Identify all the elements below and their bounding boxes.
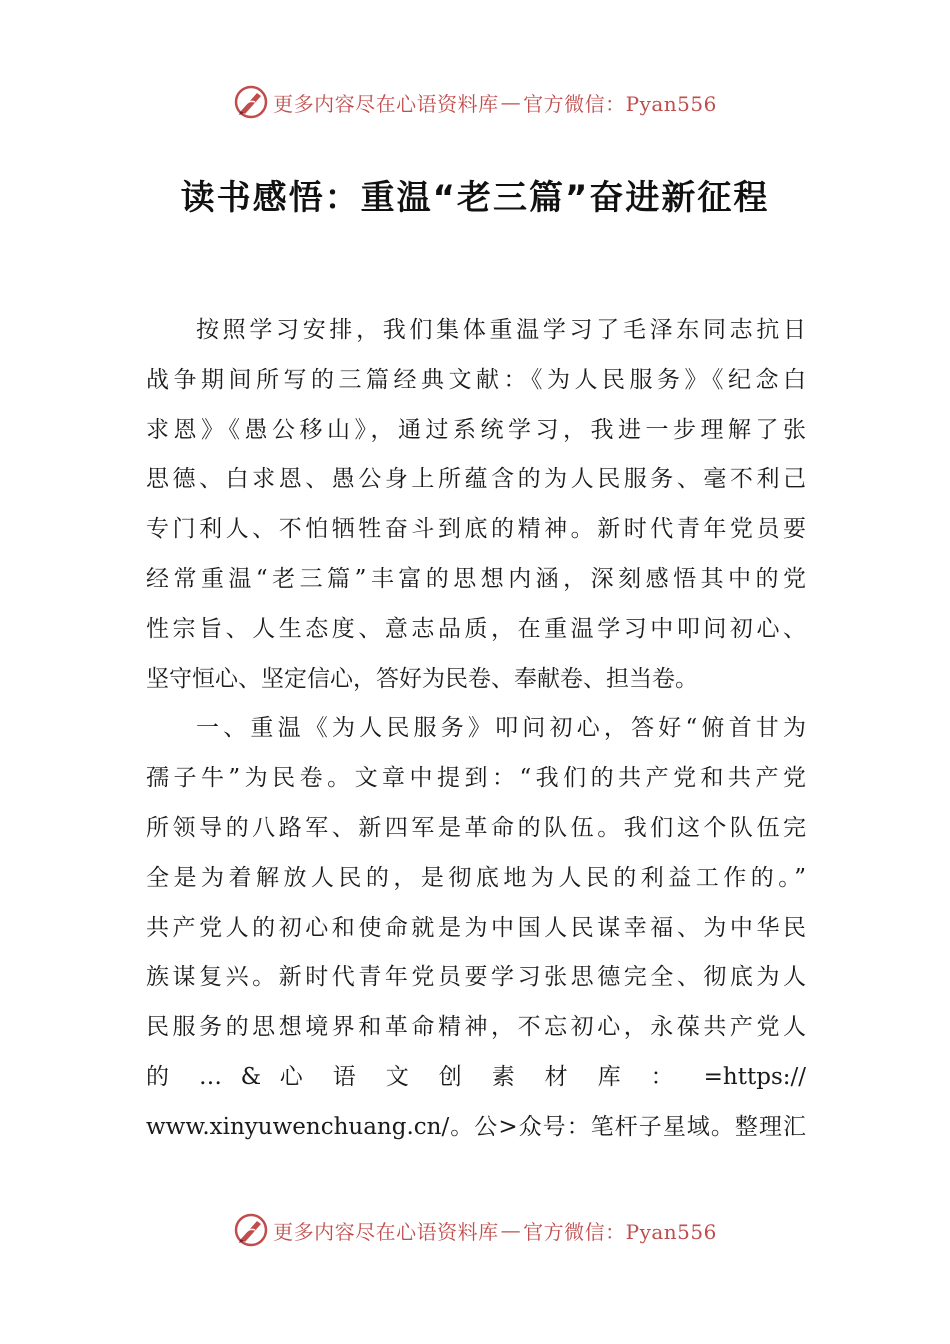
paragraph-line: 按照学习安排，我们集体重温学习了毛泽东同志抗日: [196, 317, 806, 343]
watermark-prefix: 更多内容尽在心语资料库: [273, 91, 499, 116]
paragraph-line: 全是为着解放人民的，是彻底地为人民的利益工作的。”: [146, 864, 806, 891]
watermark-dash: —: [500, 90, 522, 114]
watermark-suffix: 官方微信：Pyan556: [523, 91, 717, 116]
header-watermark: [0, 82, 950, 122]
paragraph-line: 性宗旨、人生态度、意志品质，在重温学习中叩问初心、: [146, 615, 806, 642]
footer-watermark: [0, 1210, 950, 1250]
watermark-suffix: 官方微信：Pyan556: [523, 1219, 717, 1244]
watermark-dash: —: [500, 1218, 522, 1242]
paragraph-2: [146, 704, 806, 1152]
paragraph-line: 坚守恒心、坚定信心，答好为民卷、奉献卷、担当卷。: [146, 665, 698, 692]
pen-logo-icon: [233, 84, 269, 120]
paragraph-line: www.xinyuwenchuang.cn/。公>众号：笔杆子星域。整理汇: [146, 1113, 806, 1140]
document-body: [146, 306, 806, 1153]
paragraph-line: 孺子牛”为民卷。文章中提到：“我们的共产党和共产党: [146, 765, 806, 792]
pen-logo-icon: [233, 1212, 269, 1248]
watermark-prefix: 更多内容尽在心语资料库: [273, 1219, 499, 1244]
paragraph-line: 经常重温“老三篇”丰富的思想内涵，深刻感悟其中的党: [146, 565, 806, 592]
document-title: 读书感悟：重温“老三篇”奋进新征程: [180, 178, 770, 218]
paragraph-line: 专门利人、不怕牺牲奋斗到底的精神。新时代青年党员要: [146, 516, 806, 543]
paragraph-line: 一、重温《为人民服务》叩问初心，答好“俯首甘为: [196, 715, 806, 742]
paragraph-line: 所领导的八路军、新四军是革命的队伍。我们这个队伍完: [146, 814, 806, 841]
paragraph-1: [146, 306, 806, 704]
paragraph-line: 民服务的思想境界和革命精神，不忘初心，永葆共产党人: [146, 1014, 806, 1041]
paragraph-line: 共产党人的初心和使命就是为中国人民谋幸福、为中华民: [146, 914, 806, 941]
paragraph-line: 的 … & 心 语 文 创 素 材 库 ： =https://: [146, 1063, 806, 1090]
paragraph-line: 求恩》《愚公移山》，通过系统学习，我进一步理解了张: [146, 416, 806, 443]
paragraph-line: 族谋复兴。新时代青年党员要学习张思德完全、彻底为人: [146, 964, 806, 991]
paragraph-line: 战争期间所写的三篇经典文献：《为人民服务》《纪念白: [146, 366, 806, 393]
paragraph-line: 思德、白求恩、愚公身上所蕴含的为人民服务、毫不利己: [146, 466, 806, 493]
